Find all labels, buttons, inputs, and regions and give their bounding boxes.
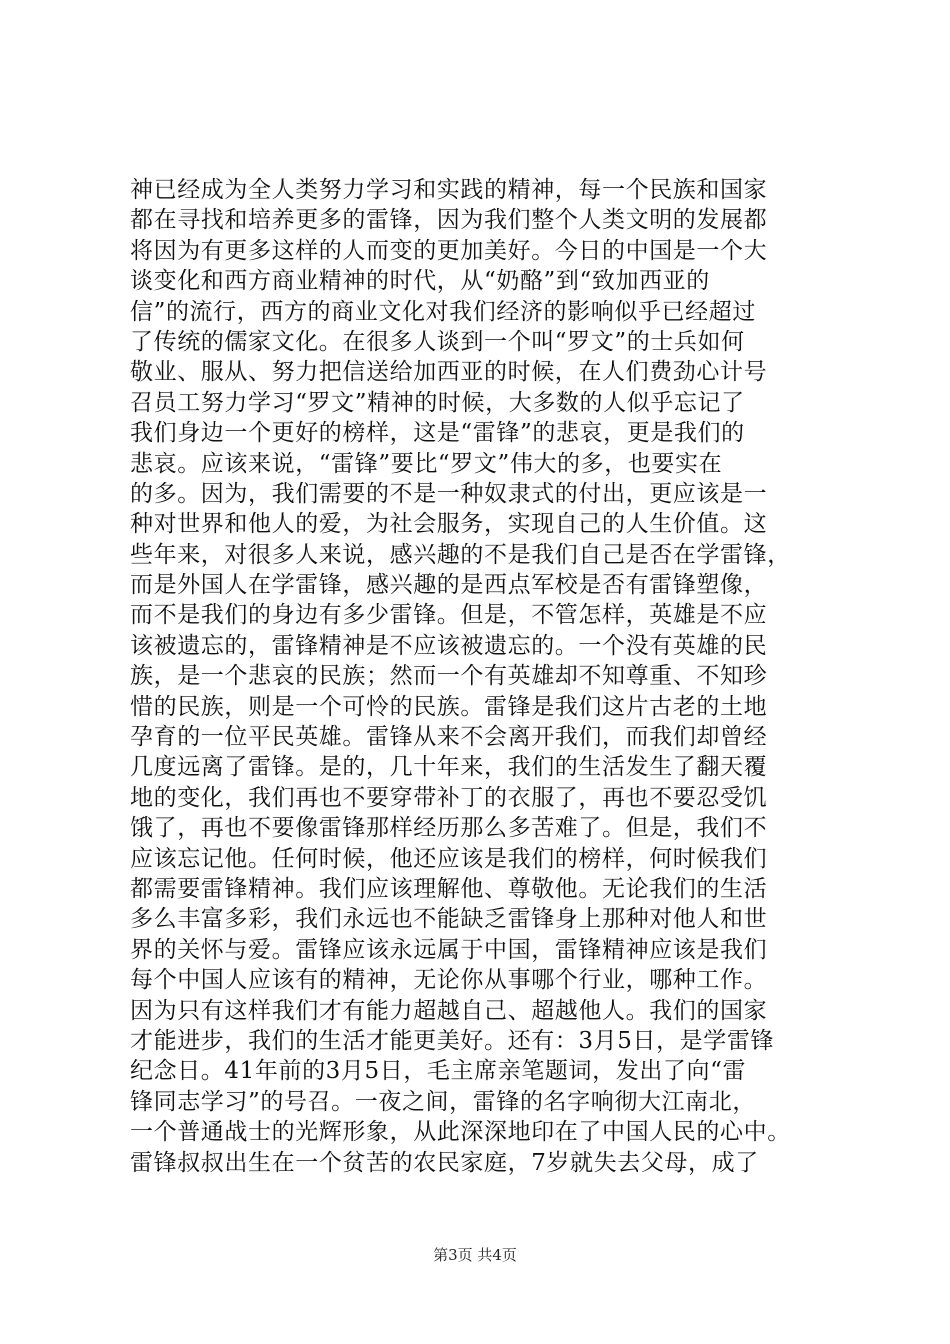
text-line: 神已经成为全人类努力学习和实践的精神，每一个民族和国家: [130, 177, 768, 203]
text-line: 纪念日。41年前的3月5日，毛主席亲笔题词，发出了向“雷: [130, 1058, 747, 1085]
text-line: 锋同志学习”的号召。一夜之间，雷锋的名字响彻大江南北，: [130, 1088, 756, 1115]
body-text: [130, 175, 830, 1178]
text-line: 些年来，对很多人来说，感兴趣的不是我们自己是否在学雷锋，: [130, 541, 791, 568]
text-line: 饿了，再也不要像雷锋那样经历那么多苦难了。但是，我们不: [130, 815, 768, 842]
text-line: 信”的流行，西方的商业文化对我们经济的影响似乎已经超过: [130, 298, 756, 325]
text-line: 都在寻找和培养更多的雷锋，因为我们整个人类文明的发展都: [130, 207, 768, 234]
text-line: 一个普通战士的光辉形象，从此深深地印在了中国人民的心中。: [130, 1119, 791, 1146]
text-line: 族，是一个悲哀的民族；然而一个有英雄却不知尊重、不知珍: [130, 663, 768, 690]
text-line: 了传统的儒家文化。在很多人谈到一个叫“罗文”的士兵如何: [130, 328, 745, 355]
text-line: 都需要雷锋精神。我们应该理解他、尊敬他。无论我们的生活: [130, 875, 768, 902]
text-line: 应该忘记他。任何时候，他还应该是我们的榜样，何时候我们: [130, 845, 768, 872]
text-line: 多么丰富多彩，我们永远也不能缺乏雷锋身上那种对他人和世: [130, 906, 768, 933]
text-line: 雷锋叔叔出生在一个贫苦的农民家庭，7岁就失去父母，成了: [130, 1149, 759, 1176]
text-line: 而不是我们的身边有多少雷锋。但是，不管怎样，英雄是不应: [130, 602, 768, 629]
text-line: 敬业、服从、努力把信送给加西亚的时候，在人们费劲心计号: [130, 359, 768, 386]
text-line: 才能进步，我们的生活才能更美好。还有：3月5日，是学雷锋: [130, 1027, 775, 1054]
text-line: 召员工努力学习“罗文”精神的时候，大多数的人似乎忘记了: [130, 389, 745, 416]
text-line: 谈变化和西方商业精神的时代，从“奶酪”到“致加西亚的: [130, 268, 710, 295]
text-line: 每个中国人应该有的精神，无论你从事哪个行业，哪种工作。: [130, 967, 768, 994]
text-line: 而是外国人在学雷锋，感兴趣的是西点军校是否有雷锋塑像，: [130, 572, 768, 599]
text-line: 的多。因为，我们需要的不是一种奴隶式的付出，更应该是一: [130, 480, 768, 507]
text-line: 界的关怀与爱。雷锋应该永远属于中国，雷锋精神应该是我们: [130, 936, 768, 963]
text-line: 该被遗忘的，雷锋精神是不应该被遗忘的。一个没有英雄的民: [130, 632, 768, 659]
text-line: 因为只有这样我们才有能力超越自己、超越他人。我们的国家: [130, 997, 768, 1024]
page-footer: 第3页 共4页: [433, 1246, 517, 1264]
text-line: 惜的民族，则是一个可怜的民族。雷锋是我们这片古老的土地: [130, 693, 768, 720]
text-line: 将因为有更多这样的人而变的更加美好。今日的中国是一个大: [130, 237, 768, 264]
text-line: 孕育的一位平民英雄。雷锋从来不会离开我们，而我们却曾经: [130, 724, 768, 751]
text-line: 几度远离了雷锋。是的，几十年来，我们的生活发生了翻天覆: [130, 754, 768, 781]
text-line: 我们身边一个更好的榜样，这是“雷锋”的悲哀，更是我们的: [130, 420, 745, 447]
text-line: 地的变化，我们再也不要穿带补丁的衣服了，再也不要忍受饥: [130, 784, 768, 811]
text-line: 种对世界和他人的爱，为社会服务，实现自己的人生价值。这: [130, 511, 768, 538]
text-line: 悲哀。应该来说，“雷锋”要比“罗文”伟大的多，也要实在: [130, 450, 723, 477]
